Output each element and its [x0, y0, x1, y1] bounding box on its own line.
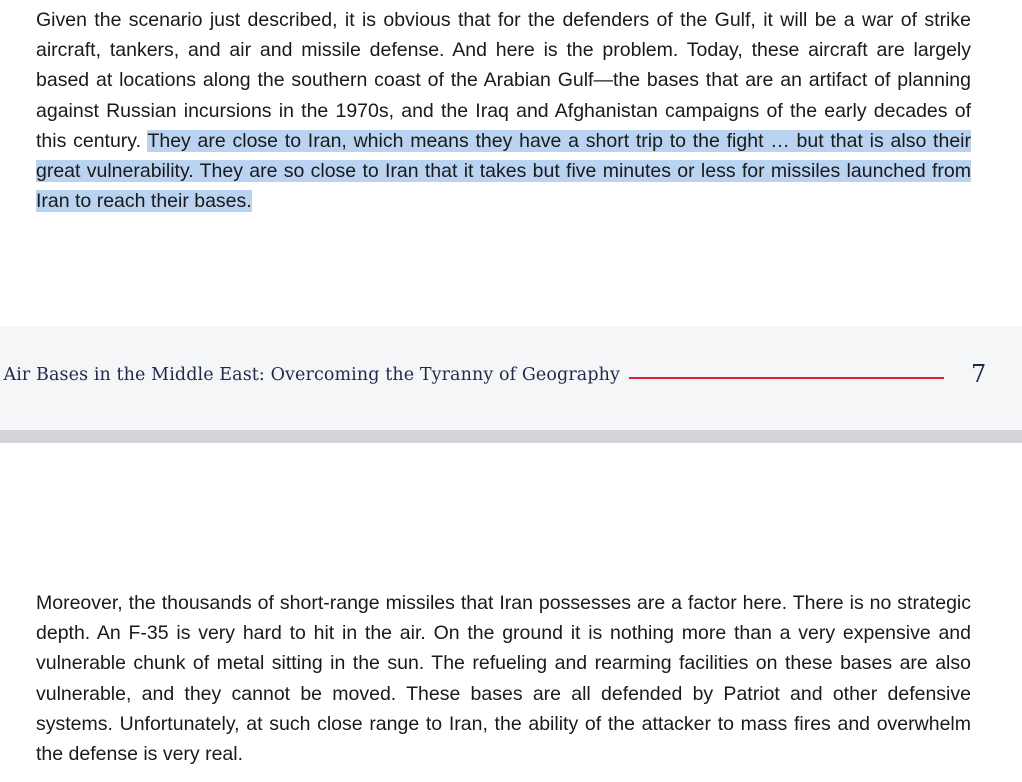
page-separator: [0, 430, 1022, 443]
footer-divider-line: [629, 377, 944, 379]
selected-text-highlight[interactable]: They are close to Iran, which means they have a short trip to the fight … but that is also their great vulnerability. They are so close to Iran that it takes but five minutes or less for missiles launched from Iran to reach their bases.: [36, 129, 971, 213]
body-paragraph[interactable]: [36, 5, 971, 216]
running-footer-title: Air Bases in the Middle East: Overcoming the Tyranny of Geography: [3, 365, 620, 385]
body-paragraph[interactable]: [36, 588, 971, 769]
paragraph-text[interactable]: Moreover, the thousands of short-range missiles that Iran possesses are a factor here. There is no strategic depth. An F-35 is very hard to hit in the air. On the ground it is nothing more than a very expensive and vulnerable chunk of metal sitting in the sun. The refueling and rearming facilities on these bases are also vulnerable, and they cannot be moved. These bases are all defended by Patriot and other defensive systems. Unfortunately, at such close range to Iran, the ability of the attacker to mass fires and overwhelm the defense is very real.: [36, 592, 971, 766]
page-number: 7: [971, 360, 987, 388]
paragraph-text[interactable]: Given the scenario just described, it is obvious that for the defenders of the Gulf, it will be a war of strike aircraft, tankers, and air and missile defense. And here is the problem. Today, these aircraft are largely based at locations along the southern coast of the Arabian Gulf—the bases that are an artifact of planning against Russian incursions in the 1970s, and the Iraq and Afghanistan campaigns of the early decades of this century.: [36, 9, 971, 152]
